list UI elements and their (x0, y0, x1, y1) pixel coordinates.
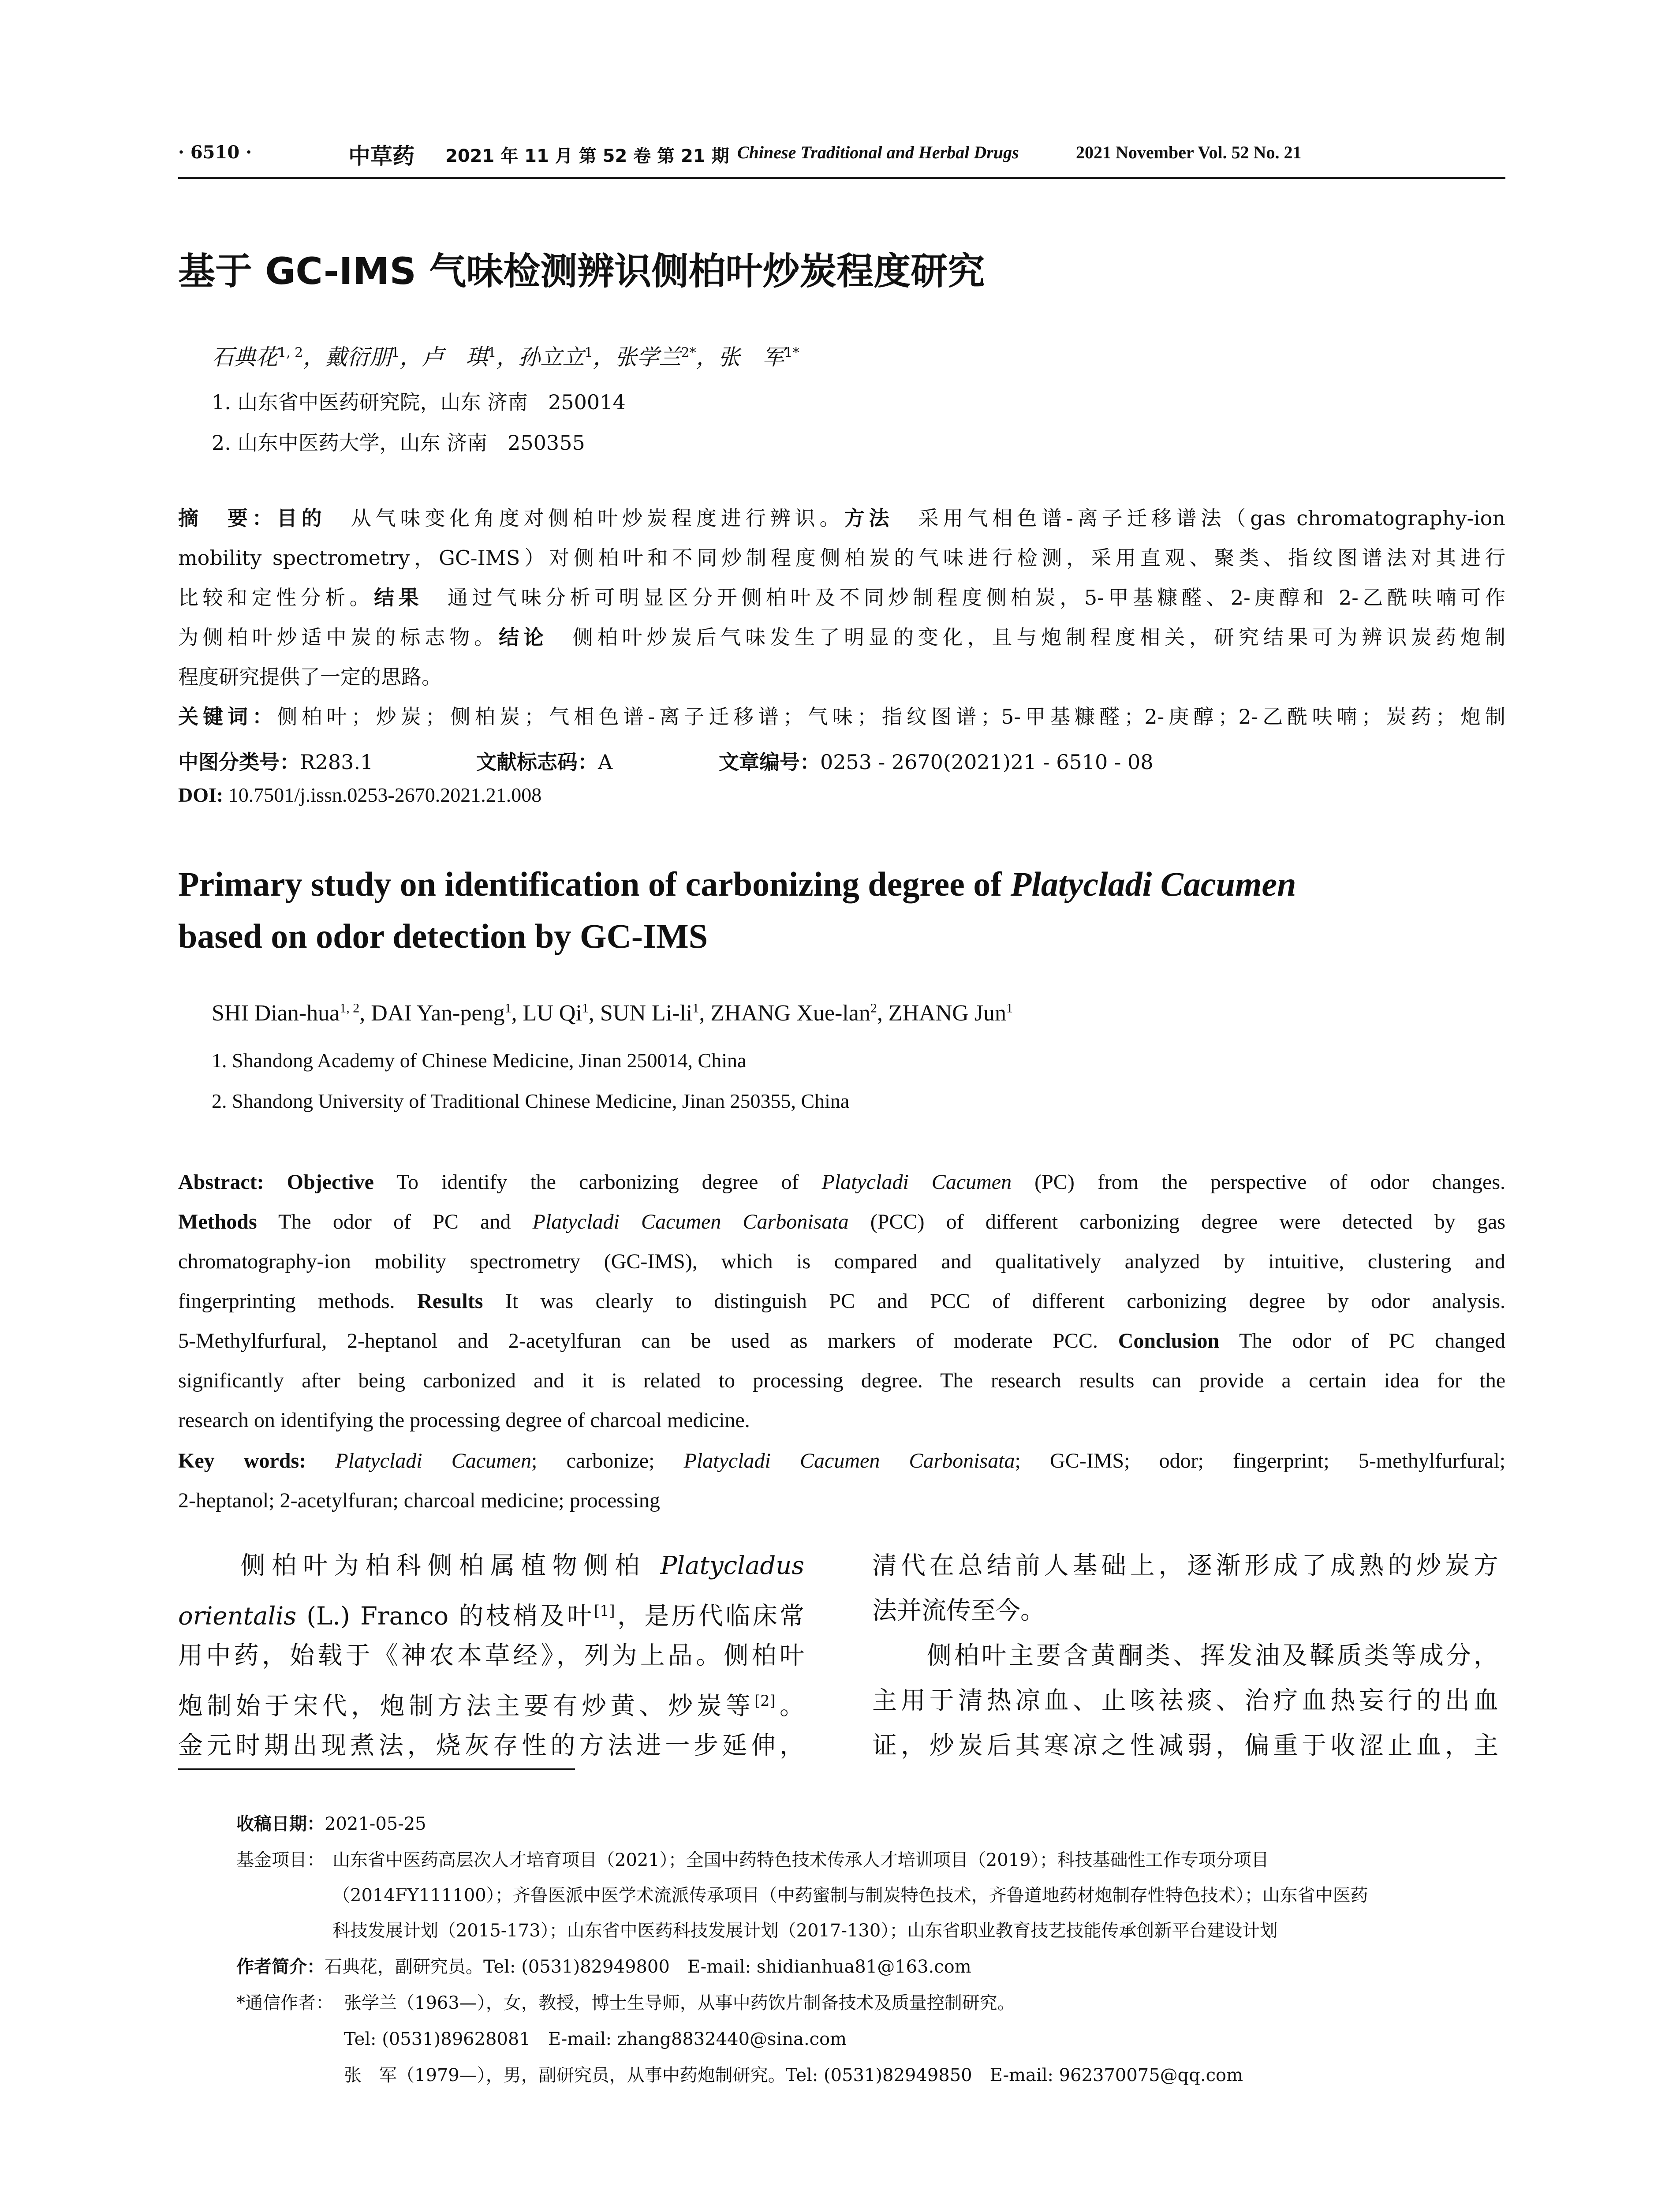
text-line (178, 1321, 1505, 1361)
bold-label: Methods (178, 1210, 257, 1233)
text-run: To identify the carbonizing degree of (373, 1170, 822, 1194)
affiliation-cn-2: 2. 山东中医药大学，山东 济南 250355 (212, 431, 585, 455)
text-run: 侧柏叶主要含黄酮类、挥发油及鞣质类等成分， (872, 1641, 1498, 1670)
body-column-right (872, 1544, 1498, 1768)
body-line (178, 1723, 804, 1768)
text-line (178, 1441, 1505, 1481)
doc-code (476, 746, 612, 775)
journal-name-en: Chinese Traditional and Herbal Drugs (737, 142, 1019, 162)
italic-text: Platycladi Cacumen Carbonisata (532, 1210, 849, 1233)
text-run: 炮制始于宋代，炮制方法主要有炒黄、炒炭等 (178, 1692, 755, 1721)
author-affiliation-mark: 2* (681, 345, 696, 361)
text-run: 金元时期出现煮法，烧灰存性的方法进一步延伸， (178, 1731, 804, 1760)
body-line (872, 1723, 1498, 1768)
body-line (178, 1544, 804, 1588)
affiliation-en-1: 1. Shandong Academy of Chinese Medicine, Jinan 250014, China (212, 1049, 747, 1072)
section-keyword: 方法 (844, 506, 894, 530)
art-label: 文章编号： (719, 750, 820, 774)
title-en-line1: Primary study on identification of carbonizing degree of Platycladi Cacumen (178, 865, 1296, 903)
header-rule (178, 177, 1505, 179)
text-run: significantly after being carbonized and it is related to processing degree. The research results can provide a certain idea for the (178, 1369, 1505, 1392)
section-keyword: 结论 (499, 625, 548, 649)
issue-cn: 2021 年 11 月 第 52 卷 第 21 期 (445, 146, 729, 166)
text-run: 采用气相色谱-离子迁移谱法（gas chromatography-ion (893, 506, 1505, 530)
text-run: (L.) Franco 的枝梢及叶 (296, 1602, 594, 1631)
author-affiliation-mark: 1, 2 (340, 1001, 360, 1016)
author-name: 卢 琪 (422, 344, 488, 370)
doi-line (178, 783, 541, 807)
article-number (719, 746, 1154, 775)
separator: ， (593, 344, 615, 370)
body-line (872, 1678, 1498, 1723)
author-name: SUN Li-li (600, 1001, 693, 1026)
section-keyword: 目的 (276, 506, 326, 530)
text-run: 从气味变化角度对侧柏叶炒炭程度进行辨识。 (326, 506, 844, 530)
text-run: 。 (775, 1692, 804, 1721)
text-run: 主用于清热凉血、止咳祛痰、治疗血热妄行的出血 (872, 1686, 1498, 1715)
author-affiliation-mark: 1 (582, 1001, 589, 1016)
text-run: 程度研究提供了一定的思路。 (178, 665, 442, 689)
citation-ref[interactable]: [1] (594, 1602, 615, 1619)
separator: ， (496, 344, 519, 370)
body-line (178, 1588, 804, 1633)
text-line (178, 1202, 1505, 1242)
fund-line-3: 科技发展计划（2015-173）；山东省中医药科技发展计划（2017-130）；山东省职业教育技艺技能传承创新平台建设计划 (332, 1921, 1278, 1941)
separator: , (511, 1001, 523, 1026)
text-line (178, 1361, 1505, 1401)
italic-text: Platycladi Cacumen (335, 1449, 532, 1472)
author-name: LU Qi (523, 1001, 582, 1026)
doi-link[interactable]: 10.7501/j.issn.0253-2670.2021.21.008 (228, 784, 542, 806)
author-bio: 作者简介：石典花，副研究员。Tel: (0531)82949800 E-mail: shidianhua81@163.com (236, 1957, 971, 1977)
text-run: (PC) from the perspective of odor changes. (1012, 1170, 1505, 1194)
bold-label: Key words: (178, 1449, 336, 1472)
text-line (178, 1401, 1505, 1440)
page-number: · 6510 · (178, 142, 252, 163)
text-run: 2-heptanol; 2-acetylfuran; charcoal medicine; processing (178, 1489, 660, 1512)
author-affiliation-mark: 1 (391, 345, 400, 361)
author-name: 戴衍朋 (325, 344, 392, 370)
affiliation-en-2: 2. Shandong University of Traditional Chinese Medicine, Jinan 250355, China (212, 1090, 850, 1112)
doi-label: DOI: (178, 784, 224, 806)
text-run: (PCC) of different carbonizing degree were detected by gas (848, 1210, 1505, 1233)
title-cn: 基于 GC-IMS 气味检测辨识侧柏叶炒炭程度研究 (178, 250, 985, 293)
issue-en: 2021 November Vol. 52 No. 21 (1076, 142, 1302, 162)
text-line (178, 538, 1505, 578)
title-en-line2: based on odor detection by GC-IMS (178, 917, 708, 955)
keywords-en (178, 1441, 1505, 1521)
text-run: 侧柏叶炒炭后气味发生了明显的变化，且与炮制程度相关，研究结果可为辨识炭药炮制 (548, 625, 1505, 649)
corr-line-1: 张学兰（1963—），女，教授，博士生导师，从事中药饮片制备技术及质量控制研究。 (344, 1993, 1015, 2013)
text-run: ; GC-IMS; odor; fingerprint; 5-methylfurfural; (1015, 1449, 1505, 1472)
separator: , (699, 1001, 711, 1026)
text-run: 比较和定性分析。 (178, 586, 374, 609)
author-name: 张学兰 (615, 344, 681, 370)
author-name: ZHANG Jun (888, 1001, 1007, 1026)
doc-value: A (598, 750, 613, 774)
author-affiliation-mark: 1 (584, 345, 593, 361)
text-run: 法并流传至今。 (872, 1596, 1045, 1625)
footnote-rule (178, 1768, 575, 1770)
abstract-cn (178, 498, 1505, 697)
author-affiliation-mark: 1, 2 (278, 345, 303, 361)
author-name: 石典花 (212, 344, 278, 370)
text-run: mobility spectrometry，GC-IMS）对侧柏叶和不同炒制程度侧柏炭的气味进行检测，采用直观、聚类、指纹图谱法对其进行 (178, 546, 1505, 570)
separator: ， (696, 344, 718, 370)
author-affiliation-mark: 1 (488, 345, 497, 361)
italic-text: orientalis (178, 1602, 297, 1631)
art-value: 0253 - 2670(2021)21 - 6510 - 08 (820, 750, 1154, 774)
body-line (178, 1633, 804, 1678)
italic-text: Platycladi Cacumen Carbonisata (683, 1449, 1015, 1472)
keywords-cn (178, 697, 1505, 736)
text-line (178, 617, 1505, 657)
body-line (872, 1544, 1498, 1588)
clc-value: R283.1 (300, 750, 373, 774)
author-affiliation-mark: 1 (504, 1001, 511, 1016)
text-line (178, 578, 1505, 617)
abstract-label: 摘 要： (178, 506, 277, 530)
keywords-cn-label: 关键词： (178, 705, 277, 729)
journal-name-cn: 中草药 (348, 143, 414, 169)
authors-en (212, 1000, 1013, 1026)
author-name: SHI Dian-hua (212, 1001, 340, 1026)
author-name: 张 军 (718, 344, 784, 370)
text-run: 为侧柏叶炒适中炭的标志物。 (178, 625, 499, 649)
fund-line-2: （2014FY111100）；齐鲁医派中医学术流派传承项目（中药蜜制与制炭特色技术，齐鲁道地药材炮制存性特色技术）；山东省中医药 (332, 1885, 1368, 1906)
text-line (178, 1242, 1505, 1282)
doc-label: 文献标志码： (476, 750, 598, 774)
text-line (178, 1282, 1505, 1321)
body-line (178, 1678, 804, 1723)
bold-label: Abstract: Objective (178, 1170, 374, 1194)
text-run: 证，炒炭后其寒凉之性减弱，偏重于收涩止血，主 (872, 1731, 1498, 1760)
author-name: 孙立立 (518, 344, 585, 370)
author-affiliation-mark: 1 (1006, 1001, 1013, 1016)
text-run: 5-Methylfurfural, 2-heptanol and 2-acetylfuran can be used as markers of moderate PCC. (178, 1329, 1118, 1353)
text-run: 侧柏叶为柏科侧柏属植物侧柏 (178, 1551, 661, 1580)
separator: ， (303, 344, 325, 370)
text-run: The odor of PC and (257, 1210, 533, 1233)
separator: , (877, 1001, 889, 1026)
text-run: ，是历代临床常 (615, 1602, 804, 1631)
text-line (178, 657, 1505, 697)
classification-line (178, 746, 373, 775)
abstract-en (178, 1162, 1505, 1440)
text-line (178, 1481, 1505, 1521)
body-line (872, 1633, 1498, 1678)
corr-label: *通信作者： (236, 1993, 333, 2013)
italic-text: Platycladi Cacumen (821, 1170, 1012, 1194)
text-run: The odor of PC changed (1219, 1329, 1505, 1353)
keywords-cn-text: 侧柏叶；炒炭；侧柏炭；气相色谱-离子迁移谱；气味；指纹图谱；5-甲基糠醛；2-庚醇；2-乙酰呋喃；炭药；炮制 (277, 705, 1505, 729)
text-run: 用中药，始载于《神农本草经》，列为上品。侧柏叶 (178, 1641, 804, 1670)
author-name: DAI Yan-peng (371, 1001, 505, 1026)
italic-text: Platycladus (660, 1551, 804, 1580)
body-line (872, 1588, 1498, 1633)
author-affiliation-mark: 1* (784, 345, 799, 361)
text-run: It was clearly to distinguish PC and PCC of different carbonizing degree by odor analysis. (483, 1289, 1505, 1313)
clc-label: 中图分类号： (178, 750, 300, 774)
section-keyword: 结果 (374, 586, 423, 609)
separator: , (359, 1001, 371, 1026)
text-line (178, 1162, 1505, 1202)
corr-line-2: Tel: (0531)89628081 E-mail: zhang8832440@sina.com (344, 2029, 847, 2049)
authors-cn (212, 340, 799, 371)
received-date: 收稿日期：2021-05-25 (236, 1814, 426, 1834)
author-affiliation-mark: 1 (692, 1001, 699, 1016)
author-name: ZHANG Xue-lan (710, 1001, 870, 1026)
body-column-left (178, 1544, 804, 1768)
text-run: fingerprinting methods. (178, 1289, 418, 1313)
separator: ， (399, 344, 422, 370)
citation-ref[interactable]: [2] (754, 1692, 776, 1709)
fund-label: 基金项目： (236, 1850, 325, 1870)
bold-label: Conclusion (1118, 1329, 1220, 1353)
bold-label: Results (417, 1289, 483, 1313)
corr-line-3: 张 军（1979—），男，副研究员，从事中药炮制研究。Tel: (0531)82949850 E-mail: 962370075@qq.com (344, 2065, 1243, 2085)
author-affiliation-mark: 2 (870, 1001, 877, 1016)
fund-line-1: 山东省中医药高层次人才培育项目（2021）；全国中药特色技术传承人才培训项目（2019）；科技基础性工作专项分项目 (332, 1850, 1269, 1870)
separator: , (588, 1001, 600, 1026)
text-run: chromatography-ion mobility spectrometry (GC-IMS), which is compared and qualitatively analyzed by intuitive, clustering and (178, 1250, 1505, 1273)
text-run: 通过气味分析可明显区分开侧柏叶及不同炒制程度侧柏炭，5-甲基糠醛、2-庚醇和 2-乙酰呋喃可作 (423, 586, 1505, 609)
text-run: research on identifying the processing degree of charcoal medicine. (178, 1409, 750, 1432)
text-run: 清代在总结前人基础上，逐渐形成了成熟的炒炭方 (872, 1551, 1498, 1580)
affiliation-cn-1: 1. 山东省中医药研究院，山东 济南 250014 (212, 390, 626, 414)
text-run: ; carbonize; (531, 1449, 684, 1472)
text-line (178, 498, 1505, 538)
